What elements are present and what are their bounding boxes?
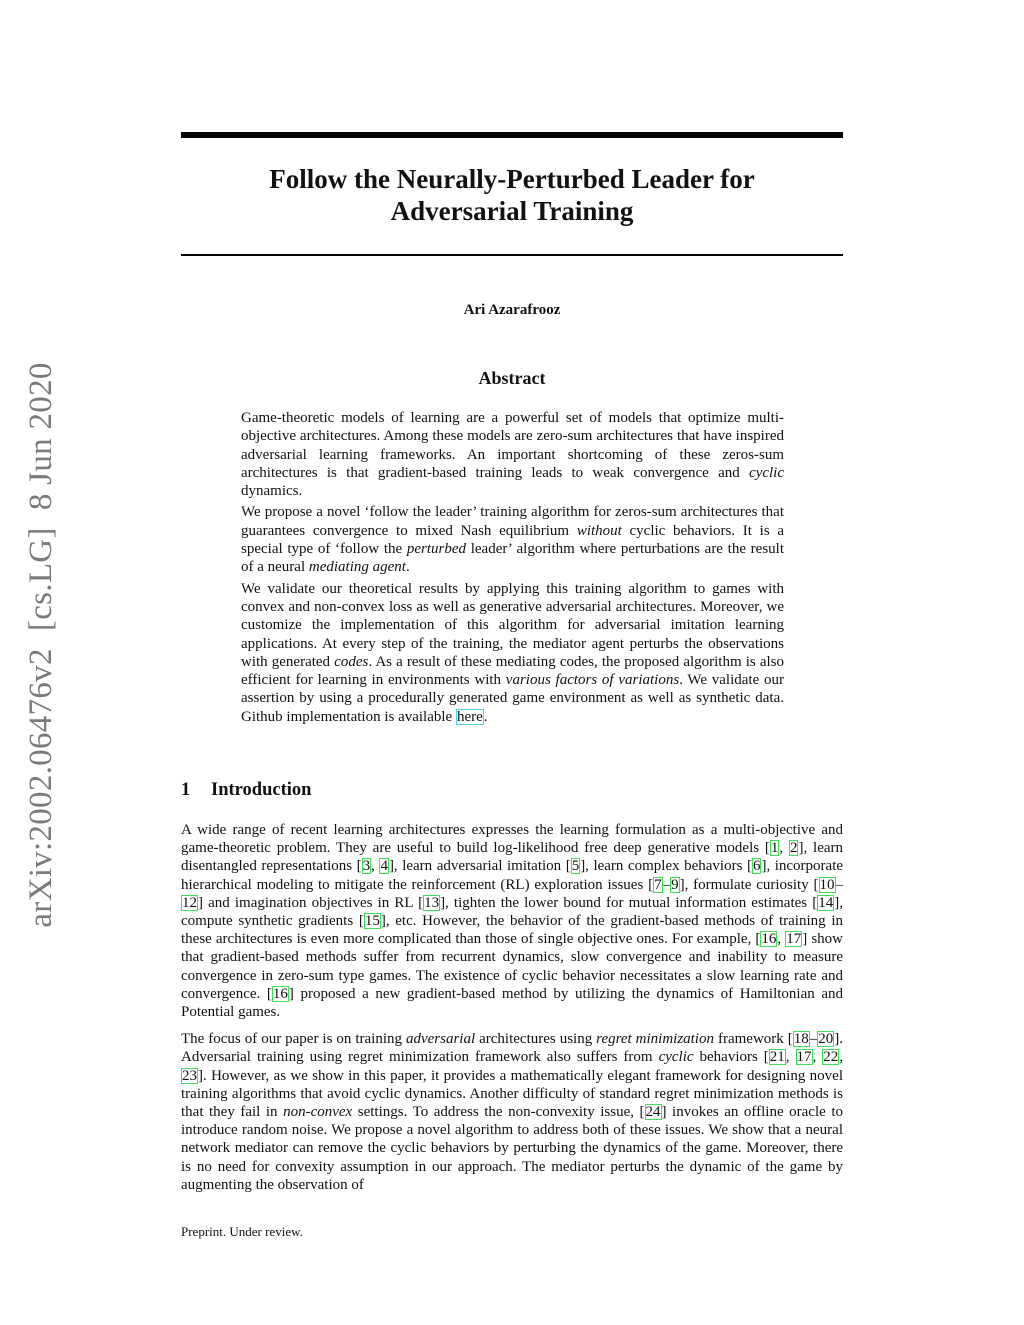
citation-link[interactable]: 12 [182, 894, 197, 911]
citation-link[interactable]: 14 [818, 894, 834, 911]
citation-link[interactable]: 3 [362, 858, 371, 875]
citation-link[interactable]: 22 [823, 1049, 839, 1066]
citation-link[interactable]: 17 [796, 1049, 812, 1066]
abstract-body [241, 409, 784, 729]
section-heading-introduction [181, 779, 311, 801]
citation-link[interactable]: 17 [786, 931, 802, 948]
footer-note: Preprint. Under review. [181, 1224, 303, 1239]
citation-link[interactable]: 21 [769, 1049, 785, 1066]
abstract-heading: Abstract [478, 368, 546, 388]
abstract-paragraph-2: We propose a novel ‘follow the leader’ training algorithm for zeros-sum architectures that guarantees convergence to mixed Nash equilibrium without cyclic behaviors. It is a special type of ‘follow the perturbed leader’ algorithm where perturbations are the result of a neural mediating agent. [241, 504, 785, 576]
section-number: 1 [181, 780, 191, 800]
section-title: Introduction [211, 780, 312, 800]
citation-link[interactable]: 15 [364, 913, 380, 930]
citation-link[interactable]: 16 [272, 985, 288, 1002]
arxiv-sidebar-stamp [21, 345, 61, 945]
citation-link[interactable]: 24 [645, 1104, 661, 1121]
citation-link[interactable]: 23 [182, 1067, 197, 1084]
arxiv-category: [cs.LG] [23, 527, 59, 632]
intro-paragraph-2: The focus of our paper is on training adversarial architectures using regret minimization framework [18–20]. Adversarial training using regret minimization framework also suffers from cyclic behaviors [21, 17, 22, 23]. However, as we show in this paper, it provides a mathematically elegant framework for designing novel training algorithms that avoid cyclic dynamics. Another difficulty of standard regret minimization methods is that they fail in non-convex settings. To address the non-convexity issue, [24] invokes an offline oracle to introduce random noise. We propose a novel algorithm to address both of these issues. We show that a neural network mediator can remove the cyclic behaviors by perturbing the dynamics of the game. Moreover, there is no need for convexity assumption in our approach. The mediator perturbs the dynamic of the game by augmenting the observation of [181, 1031, 844, 1193]
citation-link[interactable]: 9 [671, 876, 679, 893]
intro-paragraph-1: A wide range of recent learning architectures expresses the learning formulation as a multi-objective and game-theoretic problem. They are useful to build log-likelihood free deep generative models [1, 2], learn disentangled representations [3, 4], learn adversarial imitation [5], learn complex behaviors [6], incorporate hierarchical modeling to mitigate the reinforcement (RL) exploration issues [7–9], formulate curiosity [10–12] and imagination objectives in RL [13], tighten the lower bound for mutual information estimates [14], compute synthetic gradients [15], etc. However, the behavior of the gradient-based methods of training in these architectures is even more complicated than those of single objective ones. For example, [16, 17] show that gradient-based methods suffer from recurrent dynamics, slow convergence and inability to measure convergence in zero-sum type games. The existence of cyclic behavior necessitates a slow learning rate and convergence. [16] proposed a new gradient-based method by utilizing the dynamics of Hamiltonian and Potential games. [181, 822, 844, 1021]
title-line-2: Adversarial Training [390, 196, 634, 226]
citation-link[interactable]: 2 [789, 840, 798, 857]
arxiv-date: 8 Jun 2020 [23, 362, 59, 511]
abstract-paragraph-1: Game-theoretic models of learning are a powerful set of models that optimize multi-objective architectures. Among these models are zero-sum architectures that have inspired adversarial learning frameworks. An important shortcoming of these zeros-sum architectures is that gradient-based training leads to weak convergence and cyclic dynamics. [241, 410, 784, 500]
citation-link[interactable]: 10 [819, 876, 835, 893]
citation-link[interactable]: 1 [770, 840, 779, 857]
citation-link[interactable]: 4 [380, 858, 388, 875]
title-top-rule [181, 132, 843, 138]
citation-link[interactable]: 16 [761, 931, 777, 948]
arxiv-id: arXiv:2002.06476v2 [23, 648, 59, 928]
introduction-body [181, 821, 843, 1203]
citation-link[interactable]: 18 [793, 1031, 809, 1048]
citation-link[interactable]: 5 [571, 858, 580, 875]
author-name: Ari Azarafrooz [463, 302, 561, 318]
abstract-paragraph-3: We validate our theoretical results by applying this training algorithm to games with convex and non-convex loss as well as generative adversarial architectures. Moreover, we customize the implementation of this algorithm for adversarial imitation learning applications. At every step of the training, the mediator agent perturbs the observations with generated codes. As a result of these mediating codes, the proposed algorithm is also efficient for learning in environments with various factors of variations. We validate our assertion by using a procedurally generated game environment as well as synthetic data. Github implementation is available here. [241, 580, 784, 725]
citation-link[interactable]: 20 [818, 1031, 834, 1048]
paper-title [181, 163, 843, 227]
github-link[interactable]: here [456, 708, 483, 725]
citation-link[interactable]: 7 [654, 876, 662, 893]
title-line-1: Follow the Neurally-Perturbed Leader for [269, 164, 755, 194]
title-bottom-rule [181, 254, 843, 256]
citation-link[interactable]: 13 [424, 894, 440, 911]
citation-link[interactable]: 6 [752, 858, 761, 875]
